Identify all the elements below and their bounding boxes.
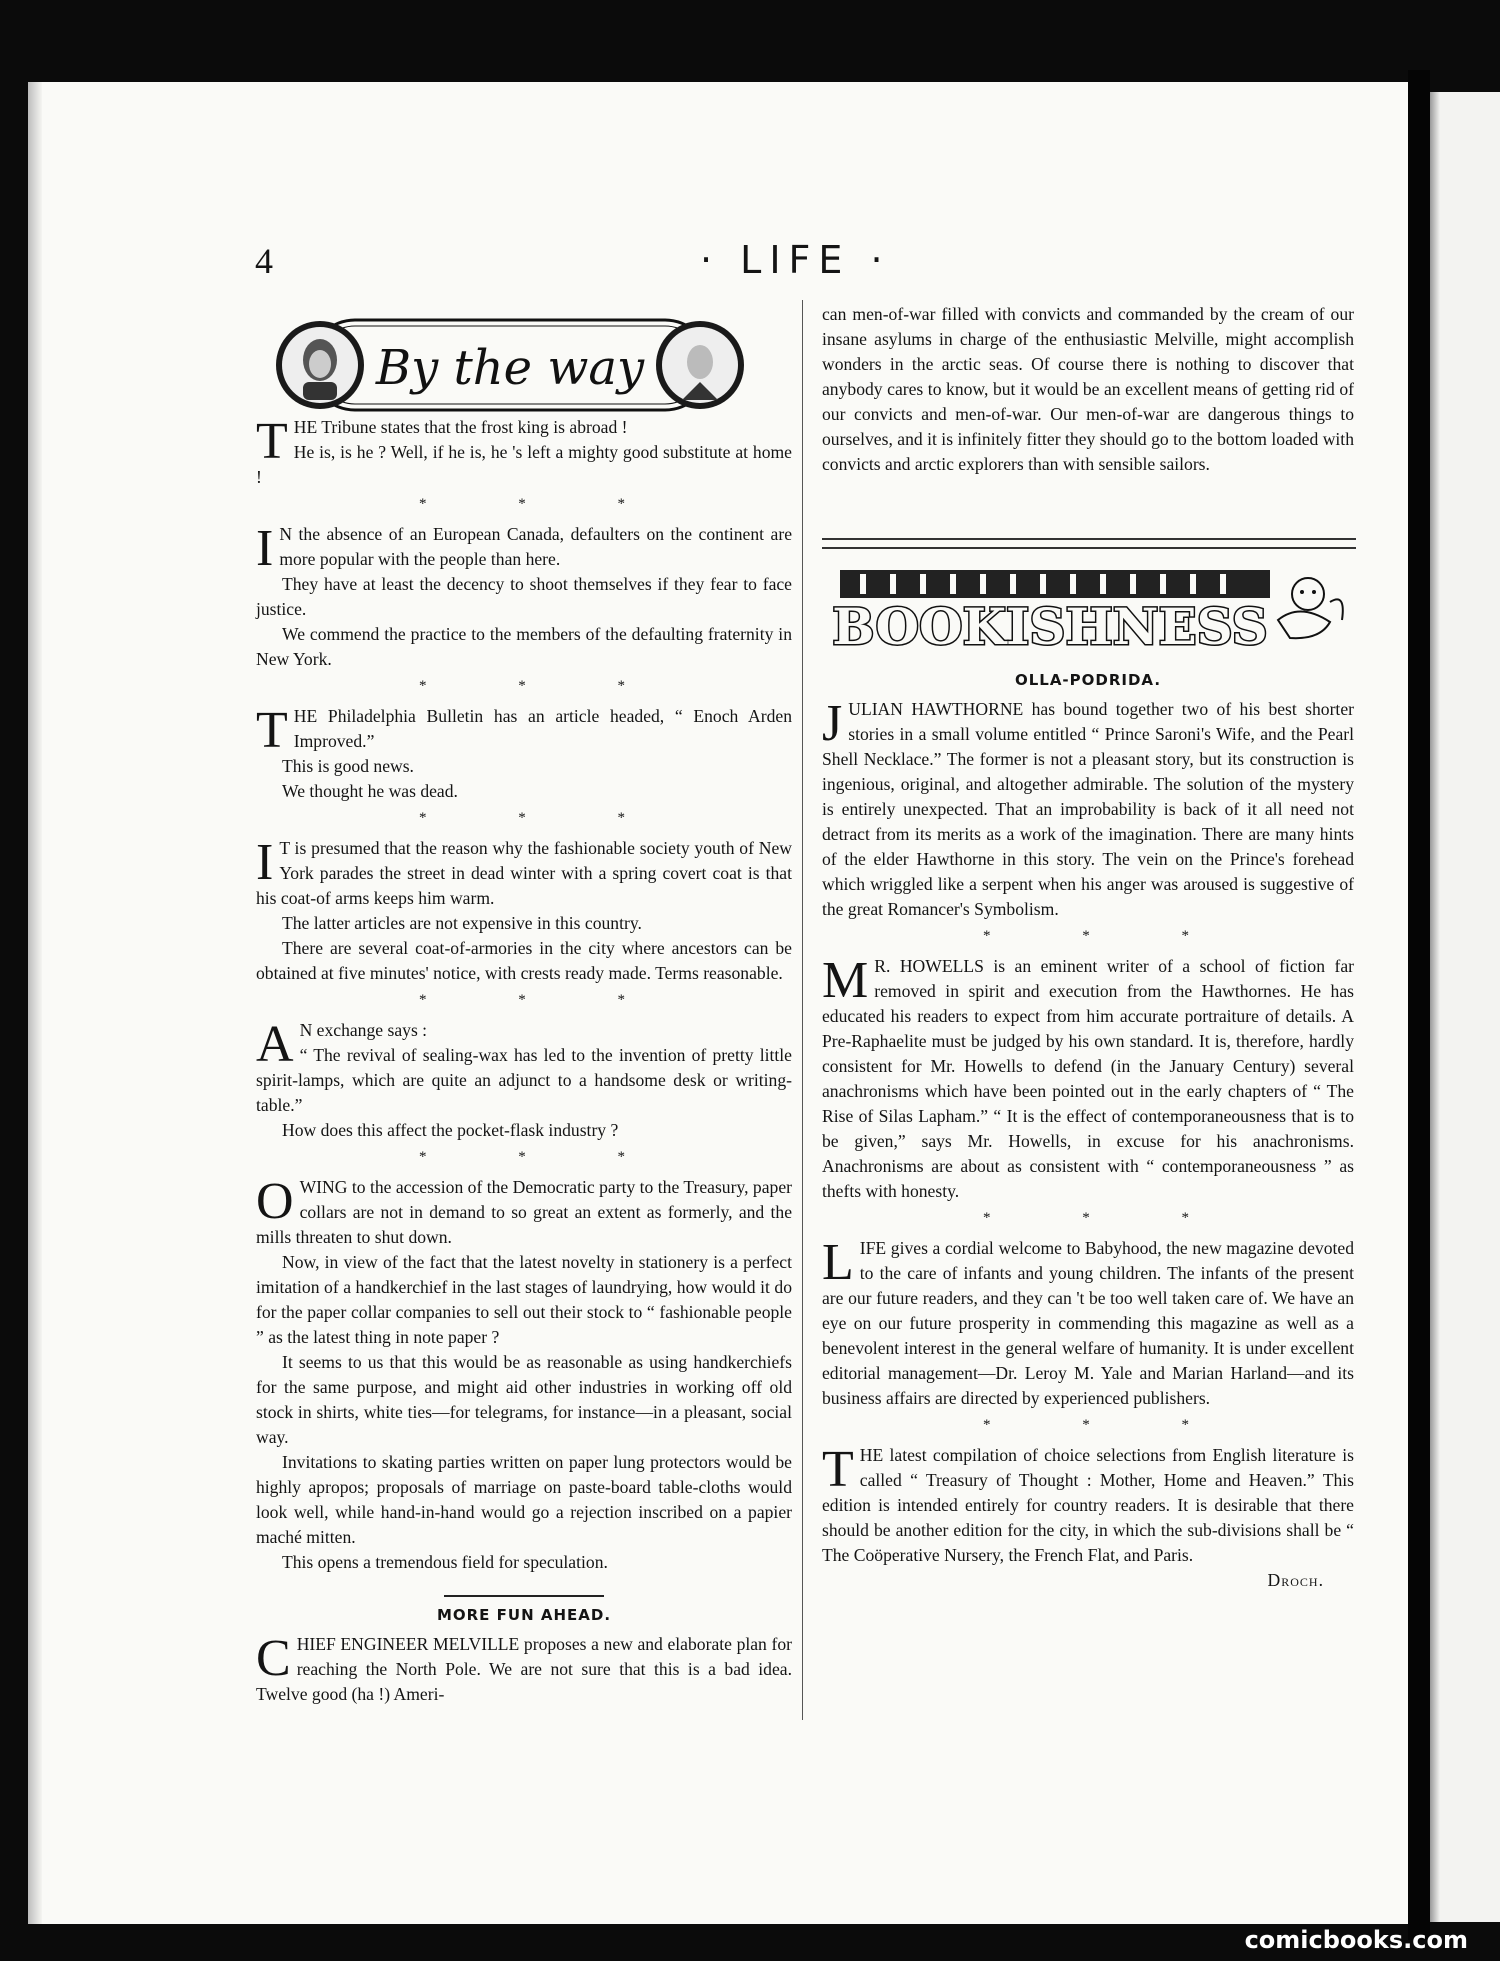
- section-divider-stars: * * *: [419, 678, 669, 694]
- site-watermark: comicbooks.com: [1244, 1926, 1468, 1954]
- paragraph-continued: can men-of-war filled with convicts and commanded by the cream of our insane asylums in charge of the enthusiastic Melville, might accomplish wonders in the arctic seas. Of course there is nothing to discover that anybody cares to know, but it would be an excellent means of getting rid of our convicts and men-of-war. Our men-of-war are dangerous things to ourselves, and it is infinitely fitter they should go to the bottom loaded with convicts and arctic explorers than with sensible sailors.: [822, 304, 1354, 474]
- cherub-icon: [1278, 578, 1343, 638]
- right-column: [822, 302, 1354, 477]
- section-divider-stars: * * *: [419, 496, 669, 512]
- drop-cap: T: [256, 702, 288, 759]
- paragraph-babyhood: [822, 1236, 1354, 1411]
- section-divider-stars: * * *: [983, 928, 1233, 944]
- paragraph-text: HE Philadelphia Bulletin has an article headed, “ Enoch Arden Improved.”: [293, 706, 792, 751]
- page-number: 4: [255, 241, 273, 281]
- drop-cap: A: [256, 1016, 294, 1073]
- masthead: · LIFE ·: [700, 238, 891, 282]
- author-signature: Droch.: [1267, 1570, 1324, 1590]
- by-the-way-banner: [270, 312, 750, 418]
- bookishness-banner: [830, 562, 1350, 662]
- paragraph-bulletin: [256, 704, 792, 804]
- paragraph-paper-collars: [256, 1175, 792, 1575]
- paragraph-text: T is presumed that the reason why the fashionable society youth of New York parades the street in dead winter with a spring covert coat is that his coat-of arms keeps him warm.: [256, 838, 792, 908]
- paragraph-text: This is good news.: [282, 756, 414, 776]
- column-rule: [802, 300, 803, 1720]
- section-double-rule: [822, 538, 1356, 549]
- paragraph-text: Invitations to skating parties written on paper lung protectors would be highly apropos; proposals of marriage on paste-board table-cloths would look well, while hand-in-hand would go a rejection inscribed on a papier maché mitten.: [256, 1452, 792, 1547]
- paragraph-text: HE latest compilation of choice selections from English literature is called “ Treasury of Thought : Mother, Home and Heaven.” This edition is intended entirely for country readers. It is desirable that there should be another edition for the city, in which the sub-divisions shall be “ The Coöperative Nursery, the French Flat, and Paris.: [822, 1445, 1354, 1565]
- section-divider-stars: * * *: [419, 810, 669, 826]
- paragraph-coat-of-arms: [256, 836, 792, 986]
- paragraph-text: We thought he was dead.: [282, 781, 458, 801]
- paragraph-text: Now, in view of the fact that the latest novelty in stationery is a perfect imitation of a handkerchief in the last stages of laundrying, how would it do for the paper collar companies to sell out their stock to “ fashionable people ” as the latest thing in note paper ?: [256, 1252, 792, 1347]
- book-gutter: [1408, 70, 1430, 1940]
- paragraph-treasury: [822, 1443, 1354, 1568]
- paragraph-canada: [256, 522, 792, 672]
- paragraph-text: N exchange says :: [299, 1020, 428, 1040]
- paragraph-text: ULIAN HAWTHORNE has bound together two of his best shorter stories in a small volume entitled “ Prince Saroni's Wife, and the Pearl Shell Necklace.” The former is not a pleasant story, but its construction is ingenious, original, and altogether admirable. The solution of the mystery is entirely unexpected. That an improbability is back of it all need not detract from its merits as a work of the imagination. There are many hints of the elder Hawthorne in this story. The vein on the Prince's forehead which wriggled like a serpent when his anger was aroused is suggestive of the great Romancer's Symbolism.: [822, 699, 1354, 919]
- right-column-reviews: [822, 662, 1354, 1593]
- banner-title: BOOKISHNESS: [832, 597, 1268, 656]
- page-edge-shadow: [28, 82, 42, 1924]
- drop-cap: T: [256, 413, 288, 470]
- drop-cap: I: [256, 834, 274, 891]
- paragraph-text: There are several coat-of-armories in the city where ancestors can be obtained at five minutes' notice, with crests ready made. Terms reasonable.: [256, 938, 792, 983]
- paragraph-text: N the absence of an European Canada, defaulters on the continent are more popular with the people than here.: [279, 524, 792, 569]
- paragraph-text: IFE gives a cordial welcome to Babyhood, the new magazine devoted to the care of infants and young children. The infants of the present are our future readers, and they can 't be too well taken care of. We have an eye on our future prosperity in commending this magazine as well as a benevolent interest in the general welfare of humanity. It is under excellent editorial management—Dr. Leroy M. Yale and Marian Harland—and its business affairs are directed by experienced publishers.: [822, 1238, 1354, 1408]
- drop-cap: M: [822, 952, 869, 1009]
- paragraph-text: HIEF ENGINEER MELVILLE proposes a new and elaborate plan for reaching the North Pole. We are not sure that this is a bad idea. Twelve good (ha !) Ameri-: [256, 1634, 792, 1704]
- section-heading: OLLA-PODRIDA.: [1014, 671, 1162, 689]
- drop-cap: C: [256, 1630, 291, 1687]
- paragraph-hawthorne: [822, 697, 1354, 922]
- drop-cap: O: [256, 1173, 294, 1230]
- paragraph-text: WING to the accession of the Democratic party to the Treasury, paper collars are not in demand to so great an extent as formerly, and the mills threaten to shut down.: [256, 1177, 792, 1247]
- paragraph-frost-king: [256, 415, 792, 490]
- section-divider-stars: * * *: [419, 1149, 669, 1165]
- banner-title: By the way: [375, 340, 645, 396]
- paragraph-text: It seems to us that this would be as reasonable as using handkerchiefs for the same purpose, and might aid other industries in working off old stock in shirts, white ties—for telegrams, for instance—in a pleasant, social way.: [256, 1352, 792, 1447]
- section-heading: MORE FUN AHEAD.: [436, 1606, 612, 1624]
- paragraph-text: HE Tribune states that the frost king is abroad !: [293, 417, 628, 437]
- paragraph-sealing-wax: [256, 1018, 792, 1143]
- section-rule: [444, 1595, 604, 1597]
- section-divider-stars: * * *: [419, 992, 669, 1008]
- drop-cap: I: [256, 520, 274, 577]
- paragraph-text: The latter articles are not expensive in this country.: [282, 913, 642, 933]
- section-divider-stars: * * *: [983, 1417, 1233, 1433]
- paragraph-text: This opens a tremendous field for speculation.: [282, 1552, 608, 1572]
- paragraph-text: “ The revival of sealing-wax has led to the invention of pretty little spirit-lamps, which are quite an adjunct to a handsome desk or writing-table.”: [256, 1045, 792, 1115]
- paragraph-melville: [256, 1632, 792, 1707]
- paragraph-text: R. HOWELLS is an eminent writer of a school of fiction far removed in spirit and execution from the Hawthornes. He has educated his readers to expect from him accurate portraiture of details. A Pre-Raphaelite must be judged by his own standard. It is, therefore, hardly consistent for Mr. Howells to defend (in the January Century) several anachronisms which have been pointed out in the early chapters of “ The Rise of Silas Lapham.” “ It is the effect of contemporaneousness that is to be given,” says Mr. Howells, in excuse for his anachronisms. Anachronisms are about as consistent with “ contemporaneousness ” as thefts with honesty.: [822, 956, 1354, 1201]
- paragraph-text: They have at least the decency to shoot themselves if they fear to face justice.: [256, 574, 792, 619]
- left-column: [256, 415, 792, 1707]
- drop-cap: L: [822, 1234, 854, 1291]
- drop-cap: J: [822, 695, 843, 752]
- section-divider-stars: * * *: [983, 1210, 1233, 1226]
- paragraph-text: He is, is he ? Well, if he is, he 's left a mighty good substitute at home !: [256, 442, 792, 487]
- adjacent-page-shadow: [1430, 92, 1440, 1922]
- drop-cap: T: [822, 1441, 854, 1498]
- adjacent-page-edge: [1430, 92, 1500, 1922]
- paragraph-howells: [822, 954, 1354, 1204]
- paragraph-text: How does this affect the pocket-flask industry ?: [282, 1120, 619, 1140]
- paragraph-text: We commend the practice to the members of the defaulting fraternity in New York.: [256, 624, 792, 669]
